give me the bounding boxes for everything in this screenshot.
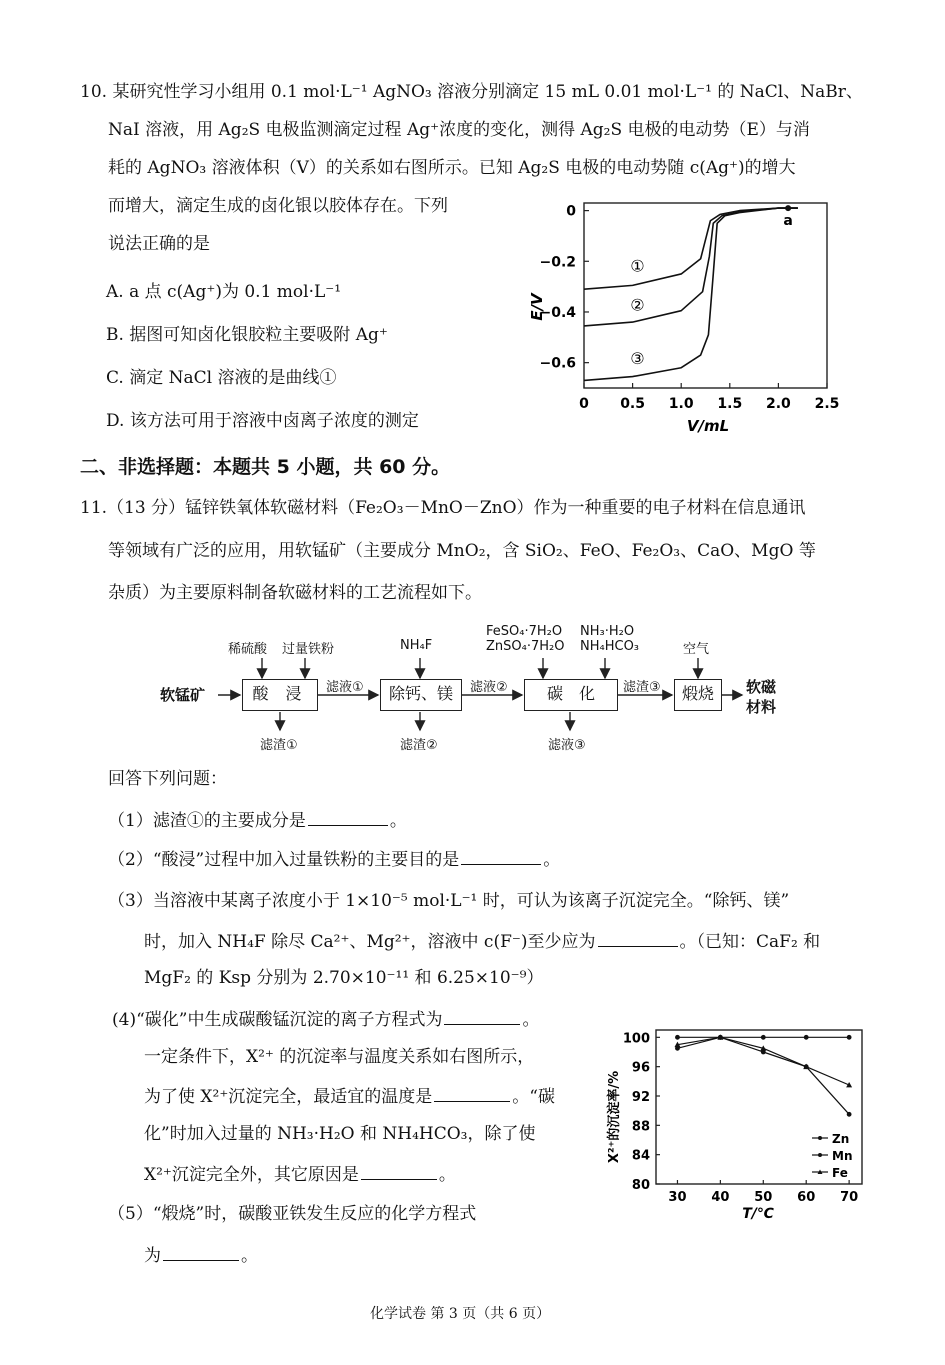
q10-line4: 而增大，滴定生成的卤化银以胶体存在。下列: [108, 196, 448, 216]
chart1-point-a: [785, 205, 791, 211]
reagent-nh3h2o: NH₃·H₂O: [580, 624, 635, 639]
q11-part3-known: 。（已知：CaF₂ 和: [679, 932, 821, 952]
titration-chart: [520, 195, 850, 440]
chart1-series-line: [584, 208, 798, 289]
reagent-dilute-h2so4: 稀硫酸: [228, 642, 268, 657]
chart1-series-label: ①: [630, 256, 645, 276]
flow-end-line2: 材料: [746, 698, 777, 716]
q10-option-d: D. 该方法可用于溶液中卤离子浓度的测定: [106, 411, 419, 431]
chart1-series-label: ②: [630, 295, 645, 315]
q11-part1-text: （1）滤渣①的主要成分是: [108, 811, 306, 831]
flow-end-line1: 软磁: [746, 678, 777, 696]
chart2-ylabel: X²⁺的沉淀率/%: [607, 1070, 622, 1164]
flow-start: 软锰矿: [160, 686, 206, 704]
q10-option-a: A. a 点 c(Ag⁺)为 0.1 mol·L⁻¹: [106, 282, 342, 302]
q11-part2-text: （2）“酸浸”过程中加入过量铁粉的主要目的是: [108, 850, 460, 870]
arrow-label-filtrate-2: 滤液②: [470, 680, 508, 695]
chart1-xlabel: V/mL: [686, 417, 730, 435]
chart2-xtick-label: 50: [754, 1190, 773, 1205]
q11-part2: [108, 846, 560, 872]
chart2-xtick-label: 60: [797, 1190, 816, 1205]
chart2-legend-label: Mn: [832, 1149, 853, 1163]
chart2-point: [818, 1153, 822, 1157]
answer-prompt: 回答下列问题：: [108, 769, 227, 789]
chart2-legend-label: Fe: [832, 1166, 848, 1180]
chart2-point: [675, 1035, 680, 1040]
chart1-series-label: ③: [630, 348, 645, 368]
q11-line1: 11.（13 分）锰锌铁氧体软磁材料（Fe₂O₃－MnO－ZnO）作为一种重要的电子材料在信息通讯: [80, 498, 806, 518]
q10-option-c: C. 滴定 NaCl 溶液的是曲线①: [106, 368, 337, 388]
chart1-xtick-label: 2.0: [765, 396, 791, 412]
page-footer: 化学试卷 第 3 页（共 6 页）: [370, 1306, 551, 1322]
chart2-ytick-label: 84: [631, 1148, 650, 1164]
chart1-ytick-label: −0.4: [539, 304, 576, 321]
reagent-znso4: ZnSO₄·7H₂O: [486, 639, 565, 654]
chart2-ytick-label: 92: [631, 1090, 650, 1105]
q10-line3: 耗的 AgNO₃ 溶液体积（V）的关系如右图所示。已知 Ag₂S 电极的电动势随 c(Ag⁺)的增大: [108, 158, 796, 178]
q10-line2: NaI 溶液，用 Ag₂S 电极监测滴定过程 Ag⁺浓度的变化，测得 Ag₂S 电极的电动势（E）与消: [108, 120, 810, 140]
answer-blank-4c[interactable]: [361, 1161, 437, 1180]
q10-option-b: B. 据图可知卤化银胶粒主要吸附 Ag⁺: [106, 325, 388, 345]
q11-part4-line2: 一定条件下，X²⁺ 的沉淀率与温度关系如右图所示，: [144, 1047, 535, 1067]
q11-part4-line4: 化”时加入过量的 NH₃·H₂O 和 NH₄HCO₃，除了使: [144, 1124, 536, 1144]
chart2-point: [847, 1112, 852, 1117]
arrow-label-filtrate-1: 滤液①: [326, 680, 364, 695]
section-2-header: 二、非选择题：本题共 5 小题，共 60 分。: [80, 456, 451, 478]
output-residue-1: 滤渣①: [260, 738, 298, 753]
q11-part4-temp-end: 。“碳: [512, 1087, 555, 1107]
chart1-xtick-label: 2.5: [814, 396, 840, 412]
precipitation-rate-chart: [598, 1022, 868, 1227]
chart2-ytick-label: 100: [622, 1031, 650, 1047]
q11-part1: [108, 807, 407, 833]
output-filtrate-3: 滤液③: [548, 738, 586, 753]
answer-blank-5[interactable]: [163, 1242, 239, 1261]
q11-part3-line3: MgF₂ 的 Ksp 分别为 2.70×10⁻¹¹ 和 6.25×10⁻⁹）: [144, 968, 544, 988]
reagent-nh4f: NH₄F: [400, 638, 433, 653]
chart2-xtick-label: 70: [840, 1190, 859, 1205]
chart1-xtick-label: 0.5: [620, 396, 646, 412]
q11-part2-end: 。: [543, 850, 561, 870]
q11-part5-line1: （5）“煅烧”时，碳酸亚铁发生反应的化学方程式: [108, 1204, 477, 1224]
flow-box-acid-leach: 酸 浸: [242, 679, 318, 711]
chart2-ytick-label: 88: [631, 1119, 650, 1135]
chart1-series-line: [584, 208, 798, 380]
q11-part5-end: 。: [241, 1246, 258, 1266]
chart2-xlabel: T/℃: [742, 1206, 774, 1222]
answer-blank-3[interactable]: [598, 928, 678, 947]
chart2-point: [847, 1035, 852, 1040]
chart1-frame: [584, 203, 827, 388]
chart2-ytick-label: 96: [631, 1060, 650, 1076]
chart1-ytick-label: −0.2: [539, 254, 576, 271]
q10-line5: 说法正确的是: [108, 234, 210, 254]
reagent-nh4hco3: NH₄HCO₃: [580, 639, 640, 654]
chart2-ytick-label: 80: [631, 1178, 650, 1193]
q11-part3-line2: [144, 928, 820, 954]
chart1-xtick-label: 1.0: [668, 396, 694, 412]
q11-line3: 杂质）为主要原料制备软磁材料的工艺流程如下。: [108, 583, 482, 603]
process-flow-diagram: [150, 618, 800, 758]
flow-box-carbonation: 碳 化: [524, 679, 618, 711]
chart2-series-line: [677, 1037, 849, 1085]
chart2-xtick-label: 30: [668, 1190, 687, 1205]
chart1-ytick-label: −0.6: [539, 355, 576, 372]
flow-box-calcination: 煅烧: [674, 679, 722, 711]
q11-part4-text: (4)“碳化”中生成碳酸锰沉淀的离子方程式为: [112, 1010, 443, 1030]
q11-part4-line5: [144, 1161, 456, 1187]
q11-part4-temp-text: 为了使 X²⁺沉淀完全，最适宜的温度是: [144, 1087, 433, 1107]
flow-box-remove-ca-mg: 除钙、镁: [380, 679, 462, 711]
reagent-air: 空气: [683, 642, 710, 657]
chart2-point: [804, 1035, 809, 1040]
q11-part4-line1: [112, 1006, 539, 1032]
q11-part4-reason-text: X²⁺沉淀完全外，其它原因是: [144, 1165, 359, 1185]
chart2-point: [818, 1136, 822, 1140]
q11-part1-end: 。: [389, 811, 407, 831]
q11-part3-line1: （3）当溶液中某离子浓度小于 1×10⁻⁵ mol·L⁻¹ 时，可认为该离子沉淀完全。“除钙、镁”: [108, 891, 790, 911]
chart1-ylabel: E/V: [528, 293, 546, 321]
q11-part4-reason-end: 。: [438, 1165, 456, 1185]
answer-blank-1[interactable]: [308, 807, 388, 826]
arrow-label-residue-3: 滤渣③: [623, 680, 661, 695]
chart1-point-a-label: a: [783, 213, 793, 230]
chart1-ytick-label: 0: [566, 203, 576, 220]
answer-blank-4b[interactable]: [434, 1083, 510, 1102]
chart2-point: [761, 1035, 766, 1040]
q11-part4-line3: [144, 1083, 555, 1109]
chart2-xtick-label: 40: [711, 1190, 730, 1205]
q11-part5-text: 为: [144, 1246, 161, 1266]
output-residue-2: 滤渣②: [400, 738, 438, 753]
reagent-excess-fe: 过量铁粉: [282, 642, 335, 657]
answer-blank-2[interactable]: [461, 846, 541, 865]
q11-part4-end: 。: [522, 1010, 540, 1030]
q10-line1: 10. 某研究性学习小组用 0.1 mol·L⁻¹ AgNO₃ 溶液分别滴定 15 mL 0.01 mol·L⁻¹ 的 NaCl、NaBr、: [80, 82, 863, 102]
reagent-feso4: FeSO₄·7H₂O: [486, 624, 563, 639]
q11-part5-line2: [144, 1242, 258, 1268]
answer-blank-4a[interactable]: [444, 1006, 520, 1025]
chart1-xtick-label: 1.5: [717, 396, 743, 412]
chart1-xtick-label: 0: [579, 396, 589, 412]
q11-line2: 等领域有广泛的应用，用软锰矿（主要成分 MnO₂，含 SiO₂、FeO、Fe₂O₃、CaO、MgO 等: [108, 541, 816, 561]
q11-part3-text: 时，加入 NH₄F 除尽 Ca²⁺、Mg²⁺，溶液中 c(F⁻)至少应为: [144, 932, 596, 952]
chart2-legend-label: Zn: [832, 1132, 850, 1146]
